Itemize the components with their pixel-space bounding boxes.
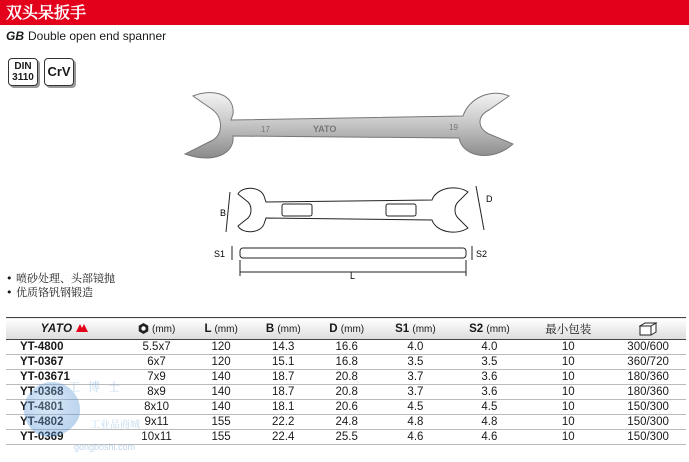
drawing-label-l: L xyxy=(350,271,356,280)
header-b-unit: (mm) xyxy=(277,323,301,335)
cell-l: 155 xyxy=(191,415,252,430)
cell-s2: 4.5 xyxy=(452,400,526,415)
standard-label: GB xyxy=(6,29,24,43)
cell-l: 155 xyxy=(191,430,252,445)
cell-d: 20.8 xyxy=(315,385,378,400)
din-badge-line2: 3110 xyxy=(12,72,34,83)
feature-list xyxy=(6,272,115,300)
cell-s1: 3.5 xyxy=(378,355,452,370)
size-unit: (mm) xyxy=(151,323,176,335)
cell-b: 22.2 xyxy=(252,415,315,430)
dimension-drawing xyxy=(212,180,502,280)
cell-d: 16.6 xyxy=(315,340,378,355)
watermark-line2: 工业品商城 xyxy=(90,420,140,431)
watermark-line3: gongboshi.com xyxy=(74,442,136,452)
cell-pack: 360/720 xyxy=(610,355,686,370)
cell-min-pack: 10 xyxy=(526,430,610,445)
header-l-unit: (mm) xyxy=(214,323,238,335)
header-d xyxy=(315,318,378,340)
cell-s1: 4.8 xyxy=(378,415,452,430)
cell-model: YT-03671 xyxy=(6,370,122,385)
cell-s2: 3.6 xyxy=(452,385,526,400)
header-d-label: D xyxy=(329,322,338,335)
feature-item: • 喷砂处理、头部镜抛 xyxy=(6,272,115,286)
photo-right-mark: 19 xyxy=(449,123,458,132)
cell-size: 8x10 xyxy=(122,400,190,415)
header-s1-label: S1 xyxy=(395,322,410,335)
cell-s1: 3.7 xyxy=(378,385,452,400)
header-brand xyxy=(6,318,122,340)
watermark-line1: 工博士 xyxy=(68,380,129,394)
cell-pack: 180/360 xyxy=(610,385,686,400)
header-d-unit: (mm) xyxy=(340,323,365,335)
yato-mark-icon xyxy=(76,324,88,332)
cell-size: 5.5x7 xyxy=(122,340,190,355)
header-s1 xyxy=(378,318,452,340)
header-s2-label: S2 xyxy=(469,322,484,335)
cell-pack: 180/360 xyxy=(610,370,686,385)
cell-model: YT-4800 xyxy=(6,340,122,355)
cell-size: 10x11 xyxy=(122,430,190,445)
cell-s2: 4.8 xyxy=(452,415,526,430)
cell-s1: 3.7 xyxy=(378,370,452,385)
din-badge xyxy=(8,58,38,86)
table-row xyxy=(6,430,686,445)
photo-brand-mark: YATO xyxy=(313,124,337,134)
table-header-row xyxy=(6,318,686,340)
table-row xyxy=(6,370,686,385)
cell-size: 6x7 xyxy=(122,355,190,370)
drawing-label-s2: S2 xyxy=(476,249,488,259)
header-s2-unit: (mm) xyxy=(486,323,510,335)
cell-l: 140 xyxy=(191,400,252,415)
cell-size: 9x11 xyxy=(122,415,190,430)
cell-s1: 4.0 xyxy=(378,340,452,355)
photo-left-mark: 17 xyxy=(261,125,270,134)
drawing-label-s1: S1 xyxy=(214,249,226,259)
spec-table xyxy=(6,317,686,445)
cell-d: 25.5 xyxy=(315,430,378,445)
header-pack xyxy=(610,318,686,340)
table-row xyxy=(6,355,686,370)
header-l xyxy=(191,318,252,340)
cell-model: YT-4802 xyxy=(6,415,122,430)
cell-b: 18.7 xyxy=(252,370,315,385)
cell-l: 120 xyxy=(191,355,252,370)
cell-d: 20.6 xyxy=(315,400,378,415)
feature-item: • 优质铬钒钢锻造 xyxy=(6,286,115,300)
cell-s2: 3.6 xyxy=(452,370,526,385)
cell-min-pack: 10 xyxy=(526,355,610,370)
cell-min-pack: 10 xyxy=(526,415,610,430)
cell-s1: 4.5 xyxy=(378,400,452,415)
cell-s2: 3.5 xyxy=(452,355,526,370)
header-size xyxy=(122,318,190,340)
cell-pack: 150/300 xyxy=(610,400,686,415)
yato-logo: YATO xyxy=(40,322,73,335)
header-s1-unit: (mm) xyxy=(412,323,436,335)
cell-b: 22.4 xyxy=(252,430,315,445)
cell-min-pack: 10 xyxy=(526,370,610,385)
cell-model: YT-0368 xyxy=(6,385,122,400)
cell-b: 18.7 xyxy=(252,385,315,400)
cell-s1: 4.6 xyxy=(378,430,452,445)
drawing-label-b: B xyxy=(220,208,227,218)
cell-model: YT-4801 xyxy=(6,400,122,415)
cell-size: 7x9 xyxy=(122,370,190,385)
cell-l: 120 xyxy=(191,340,252,355)
table-row xyxy=(6,415,686,430)
cell-d: 24.8 xyxy=(315,415,378,430)
table-row xyxy=(6,385,686,400)
product-subtitle xyxy=(6,29,166,43)
cell-b: 15.1 xyxy=(252,355,315,370)
cell-d: 20.8 xyxy=(315,370,378,385)
crv-badge: CrV xyxy=(44,58,74,86)
cell-s2: 4.0 xyxy=(452,340,526,355)
cell-min-pack: 10 xyxy=(526,385,610,400)
cell-pack: 150/300 xyxy=(610,430,686,445)
header-min-pack: 最小包装 xyxy=(526,318,610,340)
header-l-label: L xyxy=(204,322,212,335)
cell-pack: 150/300 xyxy=(610,415,686,430)
drawing-label-d: D xyxy=(486,194,493,204)
box-icon xyxy=(639,322,657,336)
cell-model: YT-0369 xyxy=(6,430,122,445)
page-title: 双头呆扳手 xyxy=(0,0,689,25)
product-name: Double open end spanner xyxy=(28,29,167,43)
header-b xyxy=(252,318,315,340)
table-row xyxy=(6,340,686,355)
cell-min-pack: 10 xyxy=(526,400,610,415)
cell-s2: 4.6 xyxy=(452,430,526,445)
cell-d: 16.8 xyxy=(315,355,378,370)
header-s2 xyxy=(452,318,526,340)
wrench-photo xyxy=(173,88,533,168)
din-badge-line1: DIN xyxy=(14,61,32,72)
hex-nut-icon xyxy=(138,323,149,334)
cell-min-pack: 10 xyxy=(526,340,610,355)
cell-model: YT-0367 xyxy=(6,355,122,370)
cell-b: 18.1 xyxy=(252,400,315,415)
cell-l: 140 xyxy=(191,385,252,400)
header-b-label: B xyxy=(265,322,275,335)
cell-b: 14.3 xyxy=(252,340,315,355)
cell-pack: 300/600 xyxy=(610,340,686,355)
cell-size: 8x9 xyxy=(122,385,190,400)
table-row xyxy=(6,400,686,415)
cell-l: 140 xyxy=(191,370,252,385)
